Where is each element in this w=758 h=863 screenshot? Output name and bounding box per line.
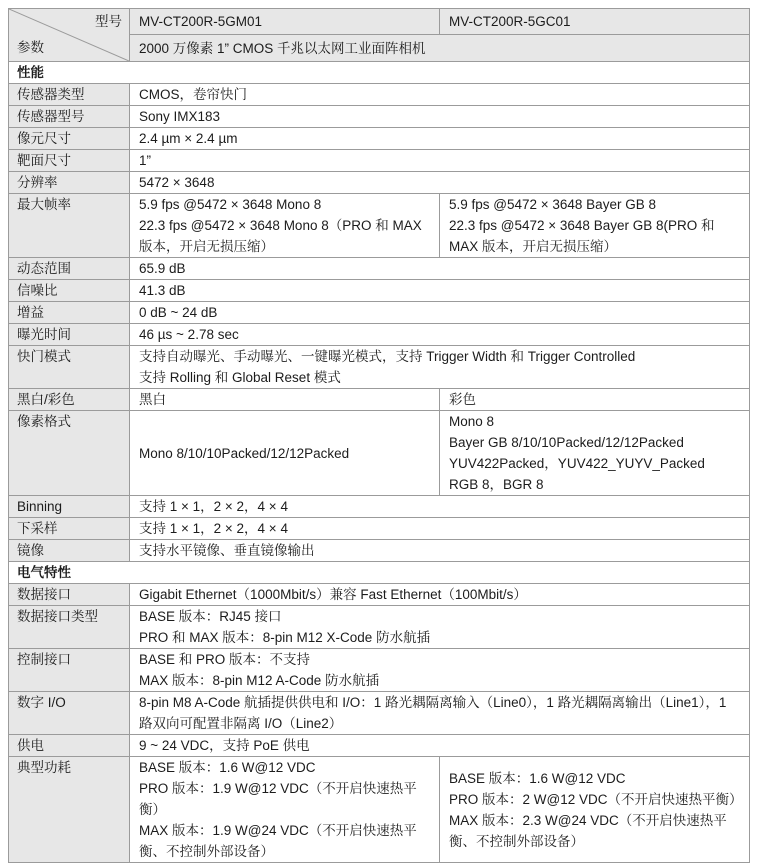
row-label: 传感器类型	[9, 84, 130, 105]
model-name-mono: MV-CT200R-5GM01	[130, 9, 440, 34]
spec-row	[9, 171, 749, 193]
value-line: BASE 和 PRO 版本：不支持	[139, 652, 311, 667]
row-value	[130, 84, 749, 105]
row-value	[130, 692, 749, 734]
row-label: 像素格式	[9, 411, 130, 495]
row-value	[130, 280, 749, 301]
spec-row	[9, 734, 749, 756]
section-header: 电气特性	[9, 562, 749, 583]
spec-row	[9, 605, 749, 648]
row-label: 下采样	[9, 518, 130, 539]
spec-row	[9, 691, 749, 734]
value-line: 46 µs ~ 2.78 sec	[139, 327, 239, 342]
value-line: 1”	[139, 153, 152, 168]
row-label: 信噪比	[9, 280, 130, 301]
row-label: 像元尺寸	[9, 128, 130, 149]
value-line: 支持 1 × 1，2 × 2，4 × 4	[139, 499, 288, 514]
value-line: 8-pin M8 A-Code 航插提供供电和 I/O：1 路光耦隔离输入（Line0），1 路光耦隔离输出（Line1），1 路双向可配置非隔离 I/O（Line2）	[139, 695, 727, 731]
section-header: 性能	[9, 62, 749, 83]
row-value-left	[130, 757, 440, 862]
row-value-right	[440, 194, 749, 257]
row-value	[130, 302, 749, 323]
row-value-left	[130, 411, 440, 495]
row-value	[130, 346, 749, 388]
row-value	[130, 606, 749, 648]
row-value	[130, 128, 749, 149]
row-value	[130, 735, 749, 756]
value-line: 支持 Rolling 和 Global Reset 模式	[139, 370, 341, 385]
value-line: MAX 版本：2.3 W@24 VDC（不开启快速热平衡、不控制外部设备）	[449, 812, 727, 849]
value-line: 彩色	[449, 392, 476, 407]
row-label: 数据接口类型	[9, 606, 130, 648]
spec-row	[9, 495, 749, 517]
spec-row	[9, 323, 749, 345]
spec-row	[9, 410, 749, 495]
value-line: 41.3 dB	[139, 283, 186, 298]
value-line: 黑白	[139, 392, 166, 407]
value-line: 65.9 dB	[139, 261, 186, 276]
row-label: 黑白/彩色	[9, 389, 130, 410]
row-value	[130, 106, 749, 127]
section-row	[9, 61, 749, 83]
value-line: Mono 8	[449, 414, 495, 429]
spec-row	[9, 648, 749, 691]
row-value-left	[130, 389, 440, 410]
value-line: Gigabit Ethernet（1000Mbit/s）兼容 Fast Ethernet（100Mbit/s）	[139, 587, 527, 602]
header-right	[130, 9, 749, 61]
header-block	[9, 9, 749, 61]
value-line: 22.3 fps @5472 × 3648 Bayer GB 8(PRO 和 MAX 版本，开启无损压缩）	[449, 218, 715, 254]
value-line: Bayer GB 8/10/10Packed/12/12Packed	[449, 435, 684, 450]
row-value-right	[440, 411, 749, 495]
value-line: 5472 × 3648	[139, 175, 215, 190]
row-label: 靶面尺寸	[9, 150, 130, 171]
row-value-left	[130, 194, 440, 257]
value-line: PRO 和 MAX 版本：8-pin M12 X-Code 防水航插	[139, 630, 431, 645]
row-label: 快门模式	[9, 346, 130, 388]
row-value	[130, 518, 749, 539]
value-line: 5.9 fps @5472 × 3648 Mono 8	[139, 197, 322, 212]
row-value	[130, 584, 749, 605]
row-value	[130, 649, 749, 691]
row-label: Binning	[9, 496, 130, 517]
row-label: 动态范围	[9, 258, 130, 279]
value-line: BASE 版本：1.6 W@12 VDC	[449, 770, 626, 786]
value-line: 22.3 fps @5472 × 3648 Mono 8（PRO 和 MAX 版本，开启无损压缩）	[139, 218, 422, 254]
spec-row	[9, 756, 749, 862]
spec-row	[9, 517, 749, 539]
spec-row	[9, 127, 749, 149]
spec-row	[9, 193, 749, 257]
value-line: Mono 8/10/10Packed/12/12Packed	[139, 445, 350, 461]
spec-row	[9, 279, 749, 301]
spec-row	[9, 149, 749, 171]
value-line: 支持水平镜像、垂直镜像输出	[139, 543, 315, 558]
section-row	[9, 561, 749, 583]
row-label: 最大帧率	[9, 194, 130, 257]
row-label: 数据接口	[9, 584, 130, 605]
row-label: 分辨率	[9, 172, 130, 193]
product-description: 2000 万像素 1” CMOS 千兆以太网工业面阵相机	[130, 35, 749, 61]
value-line: 支持自动曝光、手动曝光、一键曝光模式，支持 Trigger Width 和 Trigger Controlled	[139, 349, 636, 364]
row-label: 传感器型号	[9, 106, 130, 127]
row-label: 曝光时间	[9, 324, 130, 345]
spec-row	[9, 345, 749, 388]
spec-row	[9, 301, 749, 323]
value-line: 9 ~ 24 VDC，支持 PoE 供电	[139, 738, 310, 753]
value-line: YUV422Packed，YUV422_YUYV_Packed	[449, 456, 705, 471]
row-label: 增益	[9, 302, 130, 323]
value-line: BASE 版本：RJ45 接口	[139, 609, 282, 624]
spec-row	[9, 583, 749, 605]
corner-label-model: 型号	[95, 14, 122, 29]
spec-row	[9, 257, 749, 279]
row-value	[130, 496, 749, 517]
row-label: 数字 I/O	[9, 692, 130, 734]
value-line: MAX 版本：1.9 W@24 VDC（不开启快速热平衡、不控制外部设备）	[139, 823, 417, 859]
value-line: CMOS，卷帘快门	[139, 87, 247, 102]
value-line: Sony IMX183	[139, 109, 221, 124]
model-name-color: MV-CT200R-5GC01	[449, 14, 571, 29]
value-line: 0 dB ~ 24 dB	[139, 305, 218, 320]
spec-row	[9, 539, 749, 561]
row-value	[130, 172, 749, 193]
value-line: MAX 版本：8-pin M12 A-Code 防水航插	[139, 673, 380, 688]
table-corner-cell	[9, 9, 130, 61]
row-label: 控制接口	[9, 649, 130, 691]
corner-label-parameter: 参数	[17, 40, 44, 55]
spec-row	[9, 105, 749, 127]
row-value	[130, 258, 749, 279]
value-line: 2.4 µm × 2.4 µm	[139, 131, 238, 146]
value-line: BASE 版本：1.6 W@12 VDC	[139, 760, 316, 775]
row-label: 镜像	[9, 540, 130, 561]
model-row	[130, 9, 749, 35]
spec-table	[8, 8, 750, 863]
row-label: 典型功耗	[9, 757, 130, 862]
value-line: PRO 版本：2 W@12 VDC（不开启快速热平衡）	[449, 791, 743, 807]
value-line: 支持 1 × 1，2 × 2，4 × 4	[139, 521, 288, 536]
row-value	[130, 324, 749, 345]
value-line: 5.9 fps @5472 × 3648 Bayer GB 8	[449, 197, 656, 212]
spec-row	[9, 388, 749, 410]
row-value	[130, 150, 749, 171]
value-line: RGB 8，BGR 8	[449, 477, 544, 492]
value-line: PRO 版本：1.9 W@12 VDC（不开启快速热平衡）	[139, 781, 417, 817]
row-value-right	[440, 389, 749, 410]
spec-row	[9, 83, 749, 105]
row-value	[130, 540, 749, 561]
row-label: 供电	[9, 735, 130, 756]
row-value-right	[440, 757, 749, 862]
